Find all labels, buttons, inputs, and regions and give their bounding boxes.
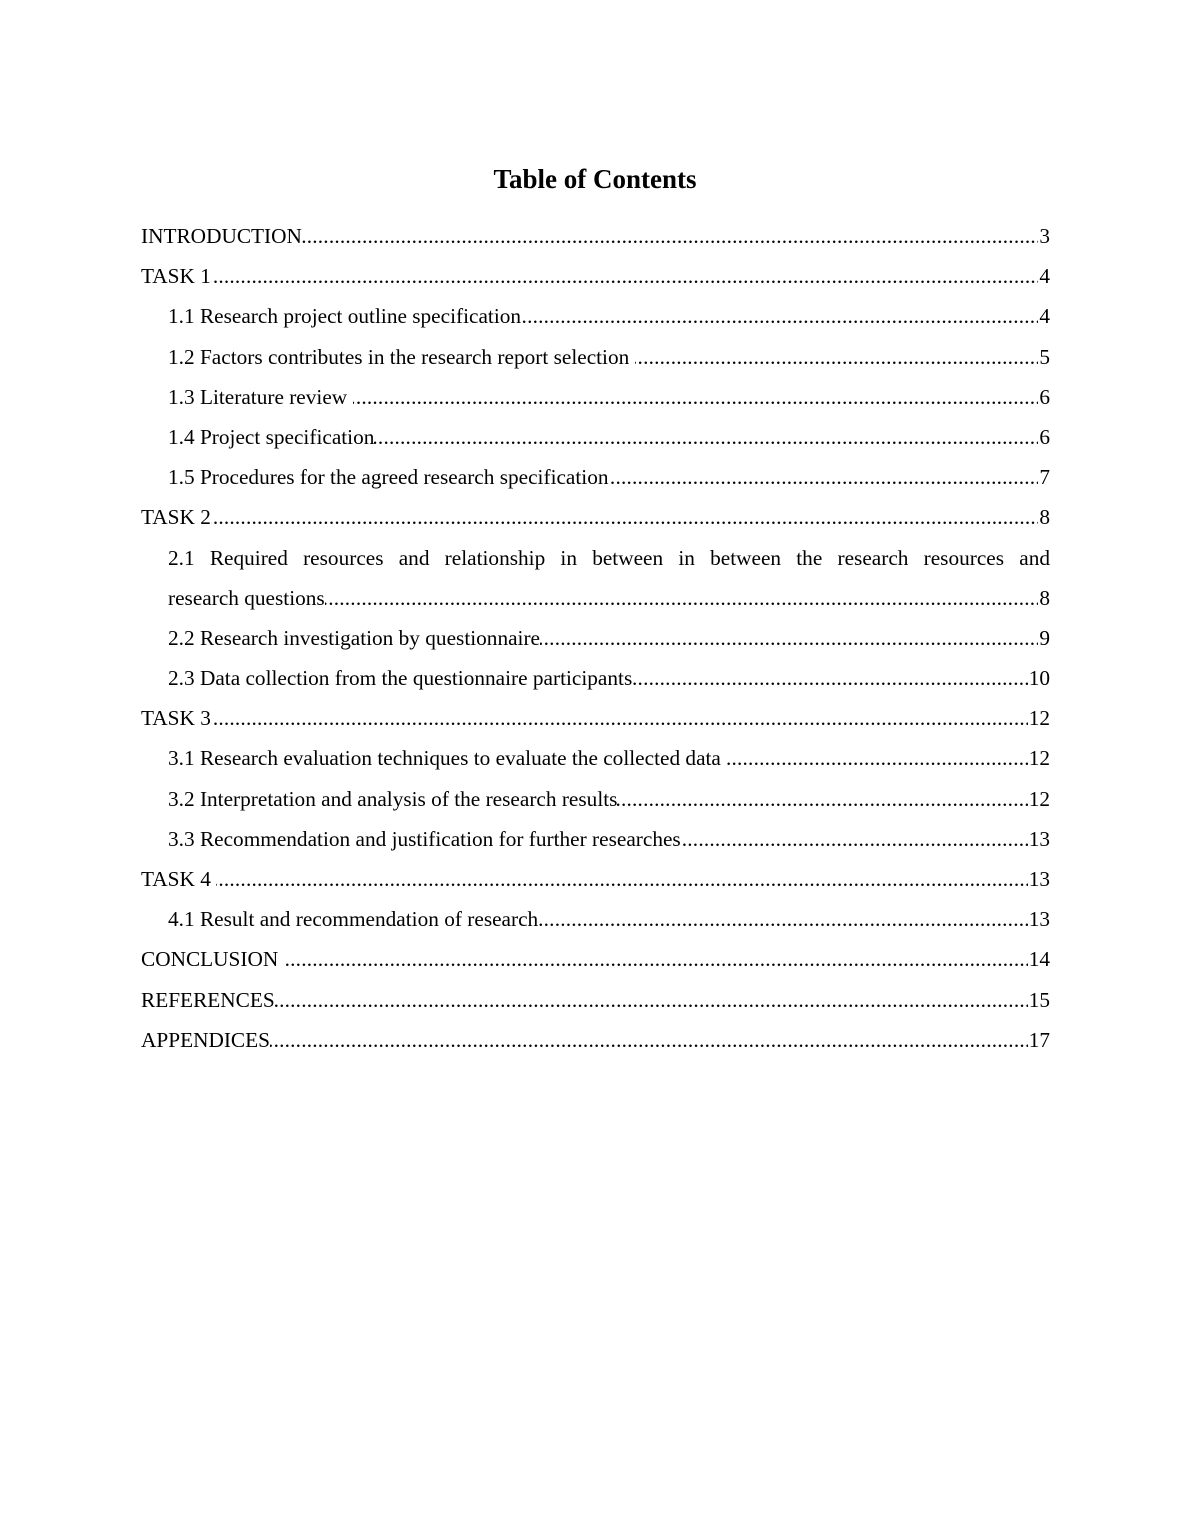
toc-entry-3-3[interactable] [141,819,1050,859]
toc-link-references[interactable] [141,980,1050,1020]
toc-entry-3-1[interactable] [141,738,1050,778]
toc-page-number: 12 [1028,738,1050,778]
toc-link-conclusion[interactable] [141,939,1050,979]
toc-entry-label: APPENDICES [141,1027,270,1052]
toc-link-1-2[interactable] [168,337,1050,377]
toc-page-number: 9 [1038,618,1050,658]
toc-link-3-3[interactable] [168,819,1050,859]
toc-entry-label: 3.1 Research evaluation techniques to evaluate the collected data [168,746,727,771]
toc-entry-label-line-1: 2.1 Required resources and relationship in between in between the research resources and [168,545,1050,570]
toc-link-3-2[interactable] [168,779,1050,819]
table-of-contents [141,216,1050,1060]
toc-entry-2-1[interactable] [141,538,1050,618]
toc-entry-label: 4.1 Result and recommendation of research [168,907,539,932]
toc-entry-task-1[interactable] [141,256,1050,296]
toc-link-2-2[interactable] [168,618,1050,658]
toc-entry-1-5[interactable] [141,457,1050,497]
toc-entry-label: 1.5 Procedures for the agreed research specification [168,465,609,490]
toc-link-1-5[interactable] [168,457,1050,497]
toc-link-1-4[interactable] [168,417,1050,457]
toc-link-1-1[interactable] [168,296,1050,336]
toc-entry-label: 3.2 Interpretation and analysis of the research results [168,786,618,811]
toc-page-number: 4 [1038,256,1050,296]
toc-page-number: 15 [1028,980,1050,1020]
toc-entry-label: CONCLUSION [141,947,284,972]
toc-link-1-3[interactable] [168,377,1050,417]
toc-entry-3-2[interactable] [141,779,1050,819]
toc-page-number: 6 [1038,417,1050,457]
toc-page-number: 13 [1028,859,1050,899]
toc-page-number: 8 [1038,497,1050,537]
toc-link-task-2[interactable] [141,497,1050,537]
toc-entry-label: TASK 2 [141,505,211,530]
toc-link-appendices[interactable] [141,1020,1050,1060]
toc-entry-label: 1.1 Research project outline specification [168,304,522,329]
toc-entry-label-line-2: research questions [168,585,325,610]
toc-page-number: 3 [1038,216,1050,256]
toc-link-task-3[interactable] [141,698,1050,738]
toc-entry-1-4[interactable] [141,417,1050,457]
toc-link-3-1[interactable] [168,738,1050,778]
toc-page-number: 4 [1038,296,1050,336]
toc-page-number: 10 [1028,658,1050,698]
toc-entry-label: 1.3 Literature review [168,384,353,409]
toc-link-introduction[interactable] [141,216,1050,256]
toc-page-number: 5 [1038,337,1050,377]
toc-entry-conclusion[interactable] [141,939,1050,979]
toc-page-number: 12 [1028,698,1050,738]
toc-link-2-3[interactable] [168,658,1050,698]
toc-page-number: 17 [1028,1020,1050,1060]
toc-entry-label: 2.2 Research investigation by questionnaire [168,625,541,650]
toc-entry-label: INTRODUCTION [141,224,302,248]
toc-link-task-4[interactable] [141,859,1050,899]
toc-entry-task-2[interactable] [141,497,1050,537]
toc-entry-label: 3.3 Recommendation and justification for further researches [168,826,681,851]
toc-entry-label: TASK 4 [141,867,217,891]
toc-link-task-1[interactable] [141,256,1050,296]
toc-link-4-1[interactable] [168,899,1050,939]
page-title: Table of Contents [493,164,697,194]
toc-entry-introduction[interactable] [141,216,1050,256]
toc-entry-task-3[interactable] [141,698,1050,738]
toc-page-number: 8 [1038,578,1050,618]
toc-page-number: 13 [1028,819,1050,859]
toc-entry-label: TASK 1 [141,264,211,289]
toc-entry-label: 2.3 Data collection from the questionnaire participants [168,666,633,691]
toc-entry-2-2[interactable] [141,618,1050,658]
toc-entry-4-1[interactable] [141,899,1050,939]
toc-entry-label: TASK 3 [141,706,211,731]
toc-entry-references[interactable] [141,980,1050,1020]
toc-link-2-1[interactable] [168,538,1050,618]
toc-entry-label: REFERENCES [141,987,275,1012]
toc-page-number: 6 [1038,377,1050,417]
toc-page-number: 12 [1028,779,1050,819]
toc-entry-label: 1.4 Project specification [168,424,375,449]
toc-entry-1-2[interactable] [141,337,1050,377]
toc-page-number: 13 [1028,899,1050,939]
toc-page-number: 7 [1038,457,1050,497]
toc-entry-task-4[interactable] [141,859,1050,899]
toc-entry-label: 1.2 Factors contributes in the research report selection [168,344,635,369]
toc-entry-appendices[interactable] [141,1020,1050,1060]
toc-page-number: 14 [1028,939,1050,979]
toc-entry-2-3[interactable] [141,658,1050,698]
toc-entry-1-3[interactable] [141,377,1050,417]
toc-entry-1-1[interactable] [141,296,1050,336]
